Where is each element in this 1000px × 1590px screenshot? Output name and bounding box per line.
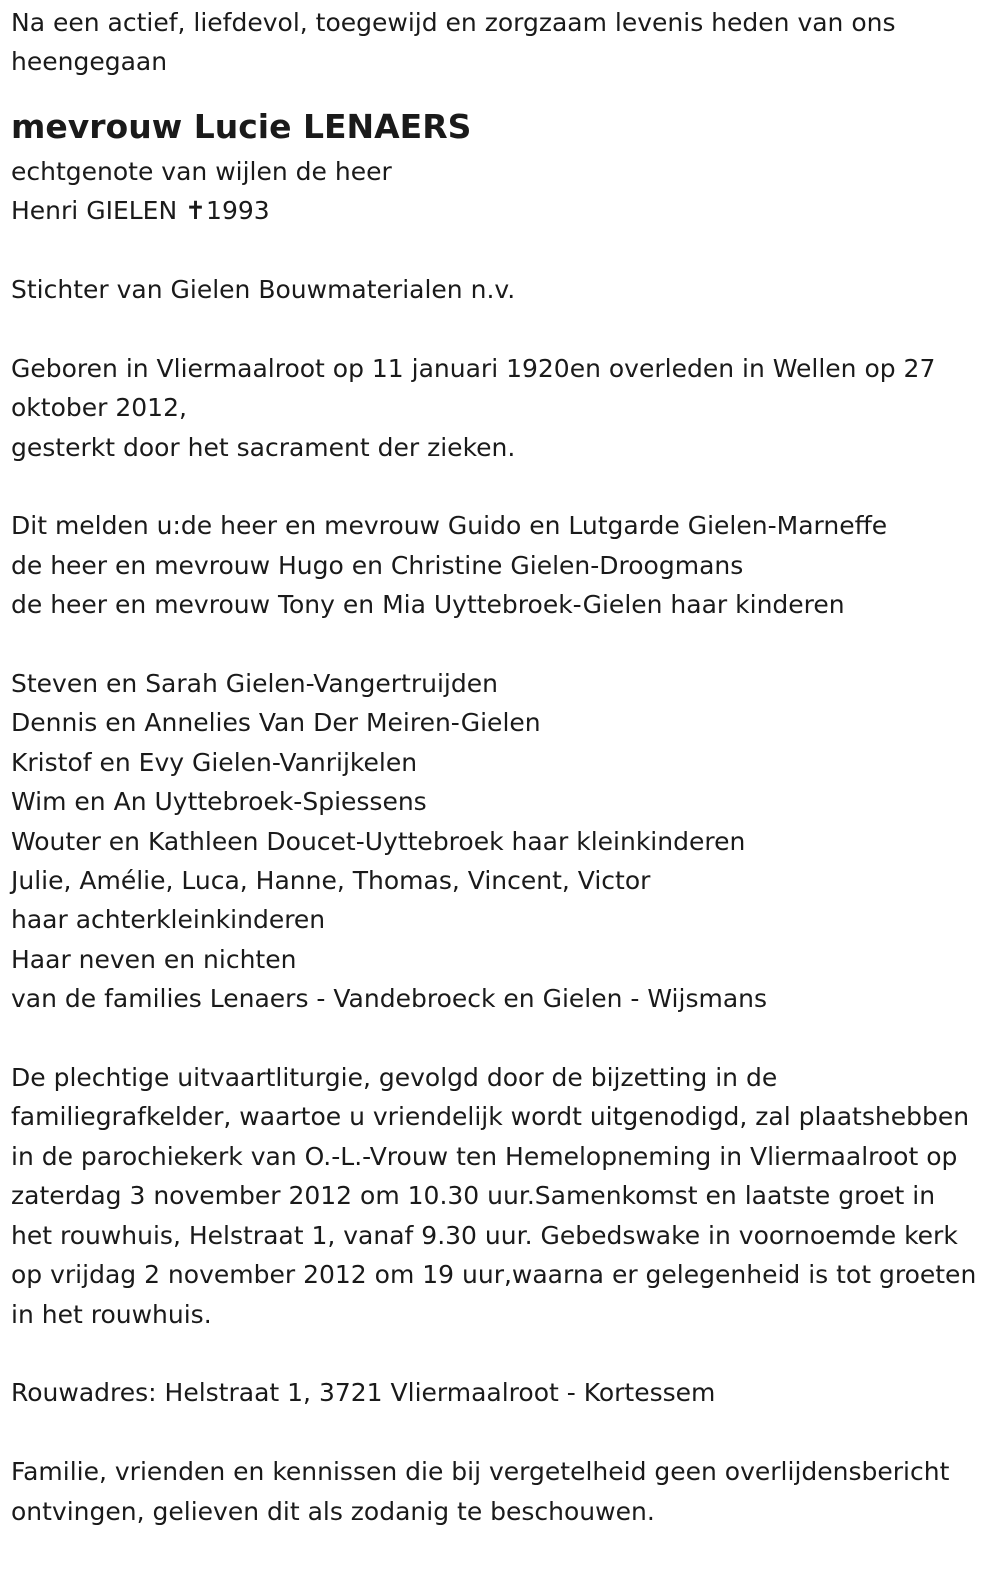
spacer [11,1019,982,1058]
founder-text: Stichter van Gielen Bouwmaterialen n.v. [11,275,516,305]
spacer [11,1413,982,1452]
list-item: Steven en Sarah Gielen-Vangertruijden [11,669,498,699]
list-item: Julie, Amélie, Luca, Hanne, Thomas, Vincent, Victor [11,866,651,896]
address-text: Rouwadres: Helstraat 1, 3721 Vliermaalroot - Kortessem [11,1378,716,1408]
closing-text: Familie, vrienden en kennissen die bij vergetelheid geen overlijdensbericht ontvingen, gelieven dit als zodanig te beschouwen. [11,1457,950,1526]
list-item: haar achterkleinkinderen [11,905,326,935]
intro-text: Na een actief, liefdevol, toegewijd en zorgzaam levenis heden van ons heengegaan [11,8,896,77]
spacer [11,231,982,270]
grandchildren-list [11,664,982,1019]
spacer [11,309,982,348]
list-item: Haar neven en nichten [11,944,297,974]
children-list [11,506,982,624]
birth-death-text: Geboren in Vliermaalroot op 11 januari 1920en overleden in Wellen op 27 oktober 2012, [11,353,936,423]
list-item: van de families Lenaers - Vandebroeck en Gielen - Wijsmans [11,984,768,1014]
spouse-line-1: echtgenote van wijlen de heer [11,156,392,186]
list-item: Wouter en Kathleen Doucet-Uyttebroek haar kleinkinderen [11,826,746,856]
spouse-line-2: Henri GIELEN ✝1993 [11,196,270,226]
list-item: Wim en An Uyttebroek-Spiessens [11,787,427,817]
list-item: de heer en mevrouw Tony en Mia Uyttebroek-Gielen haar kinderen [11,590,845,620]
list-item: Dit melden u:de heer en mevrouw Guido en Lutgarde Gielen-Marneffe [11,511,888,541]
spacer [11,1334,982,1373]
sacrament-text: gesterkt door het sacrament der zieken. [11,432,516,462]
spacer [11,625,982,664]
funeral-text: De plechtige uitvaartliturgie, gevolgd door de bijzetting in de familiegrafkelder, waartoe u vriendelijk wordt uitgenodigd, zal plaatshebben in de parochiekerk van O.-L.-Vrouw ten Hemelopneming in Vliermaalroot op zaterdag 3 november 2012 om 10.30 uur.Samenkomst en laatste groet in het rouwhuis, Helstraat 1, vanaf 9.30 uur. Gebedswake in voornoemde kerk op vrijdag 2 november 2012 om 19 uur,waarna er gelegenheid is tot groeten in het rouwhuis. [11,1063,977,1329]
deceased-name: mevrouw Lucie LENAERS [11,106,472,146]
list-item: Kristof en Evy Gielen-Vanrijkelen [11,747,418,777]
spacer [11,467,982,506]
list-item: de heer en mevrouw Hugo en Christine Gielen-Droogmans [11,550,744,580]
list-item: Dennis en Annelies Van Der Meiren-Gielen [11,708,541,738]
